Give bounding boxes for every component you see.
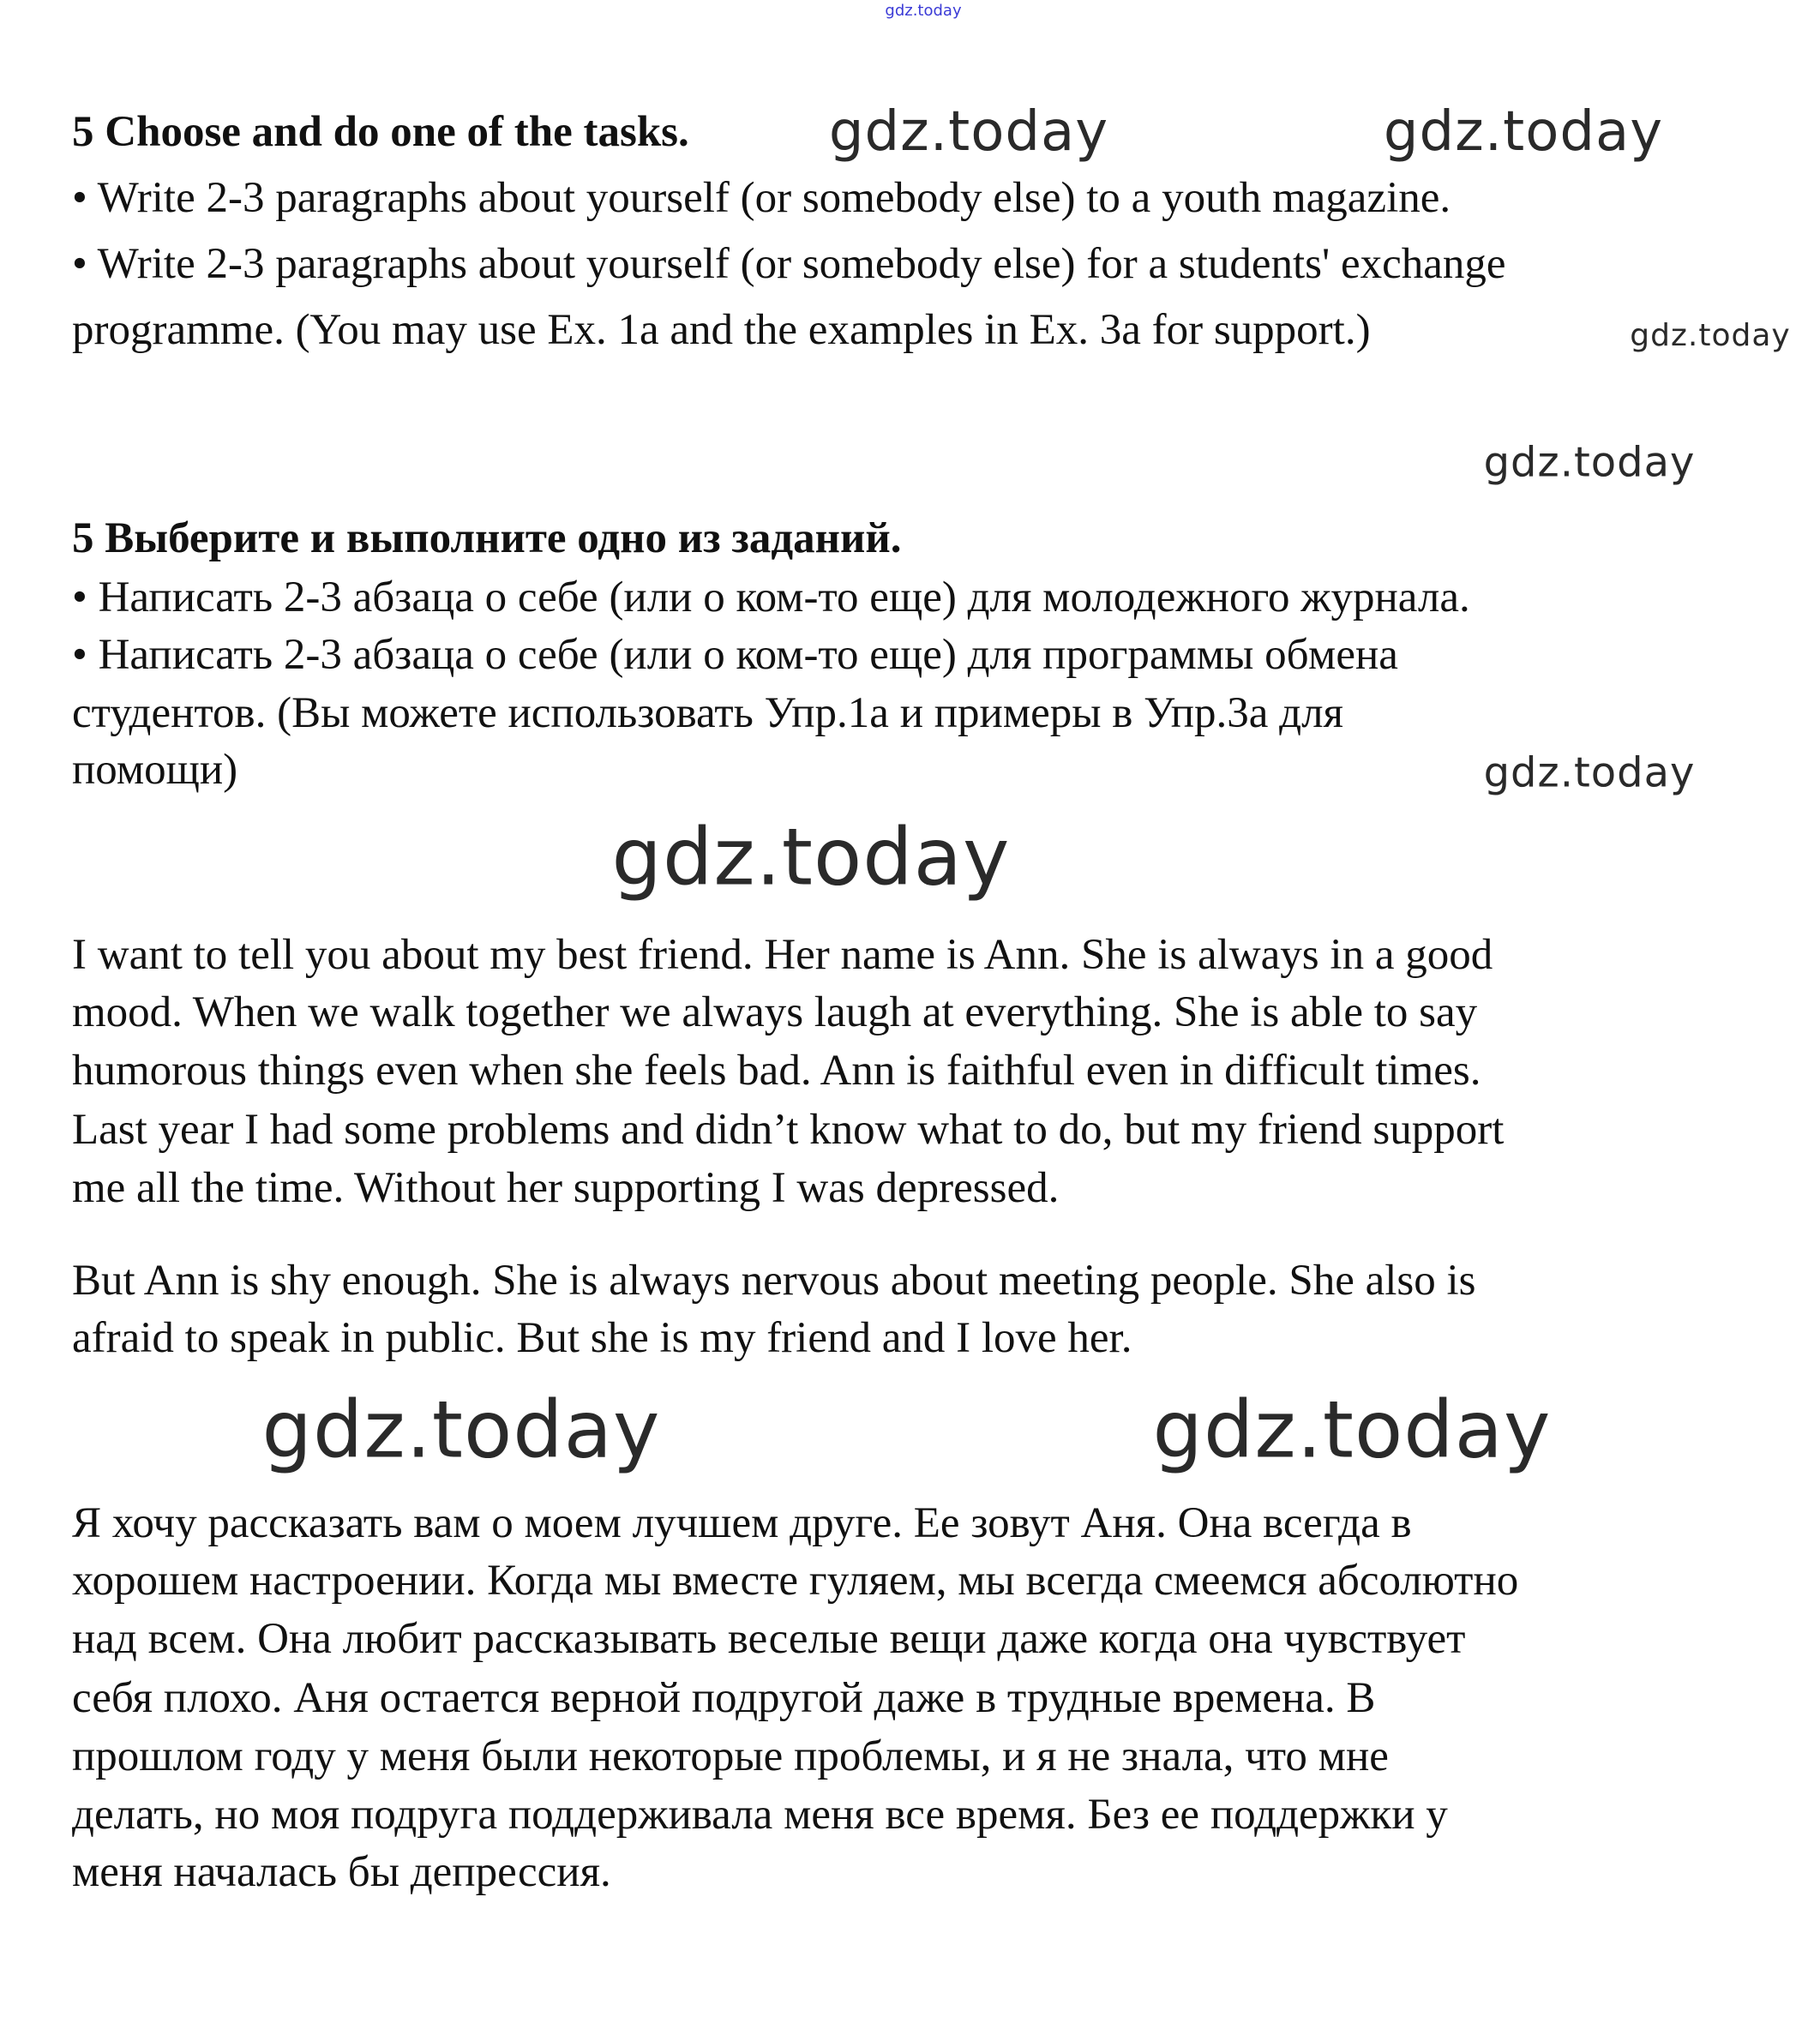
answer-line: Last year I had some problems and didn’t know what to do, but my friend support bbox=[72, 1106, 1505, 1154]
watermark: gdz.today bbox=[1152, 1384, 1552, 1476]
task-heading-ru: 5 Выберите и выполните одно из заданий. bbox=[72, 514, 902, 562]
answer-ru-line: прошлом году у меня были некоторые проблемы, и я не знала, что мне bbox=[72, 1732, 1389, 1780]
task-line: • Написать 2-3 абзаца о себе (или о ком-то еще) для программы обмена bbox=[72, 631, 1398, 679]
answer-line: I want to tell you about my best friend. Her name is Ann. She is always in a good bbox=[72, 931, 1493, 979]
watermark: gdz.today bbox=[1630, 318, 1791, 354]
answer-ru-line: хорошем настроении. Когда мы вместе гуляем, мы всегда смеемся абсолютно bbox=[72, 1557, 1519, 1605]
answer-ru-line: Я хочу рассказать вам о моем лучшем друге. Ее зовут Аня. Она всегда в bbox=[72, 1499, 1412, 1547]
task-heading-en: 5 Choose and do one of the tasks. bbox=[72, 108, 689, 156]
answer-ru-line: над всем. Она любит рассказывать веселые вещи даже когда она чувствует bbox=[72, 1615, 1466, 1663]
answer-line: But Ann is shy enough. She is always nervous about meeting people. She also is bbox=[72, 1257, 1476, 1305]
watermark: gdz.today bbox=[611, 811, 1011, 903]
task-line: • Написать 2-3 абзаца о себе (или о ком-то еще) для молодежного журнала. bbox=[72, 573, 1470, 621]
answer-ru-line: меня началась бы депрессия. bbox=[72, 1848, 611, 1896]
task-line: programme. (You may use Ex. 1a and the examples in Ex. 3a for support.) bbox=[72, 306, 1371, 354]
watermark: gdz.today bbox=[1383, 99, 1664, 164]
answer-ru-line: делать, но моя подруга поддерживала меня все время. Без ее поддержки у bbox=[72, 1791, 1448, 1839]
answer-line: afraid to speak in public. But she is my friend and I love her. bbox=[72, 1314, 1132, 1362]
answer-line: humorous things even when she feels bad. Ann is faithful even in difficult times. bbox=[72, 1047, 1481, 1095]
task-line: • Write 2-3 paragraphs about yourself (or somebody else) to a youth magazine. bbox=[72, 174, 1451, 222]
watermark-top: gdz.today bbox=[885, 2, 962, 21]
watermark: gdz.today bbox=[828, 99, 1109, 164]
answer-line: mood. When we walk together we always laugh at everything. She is able to say bbox=[72, 988, 1478, 1036]
task-line: • Write 2-3 paragraphs about yourself (or somebody else) for a students' exchange bbox=[72, 240, 1506, 288]
answer-ru-line: себя плохо. Аня остается верной подругой даже в трудные времена. В bbox=[72, 1674, 1376, 1722]
watermark: gdz.today bbox=[1483, 438, 1696, 487]
watermark: gdz.today bbox=[261, 1384, 661, 1476]
task-line: помощи) bbox=[72, 746, 238, 794]
answer-line: me all the time. Without her supporting I was depressed. bbox=[72, 1164, 1060, 1212]
watermark: gdz.today bbox=[1483, 748, 1696, 797]
task-line: студентов. (Вы можете использовать Упр.1а и примеры в Упр.3а для bbox=[72, 689, 1343, 737]
